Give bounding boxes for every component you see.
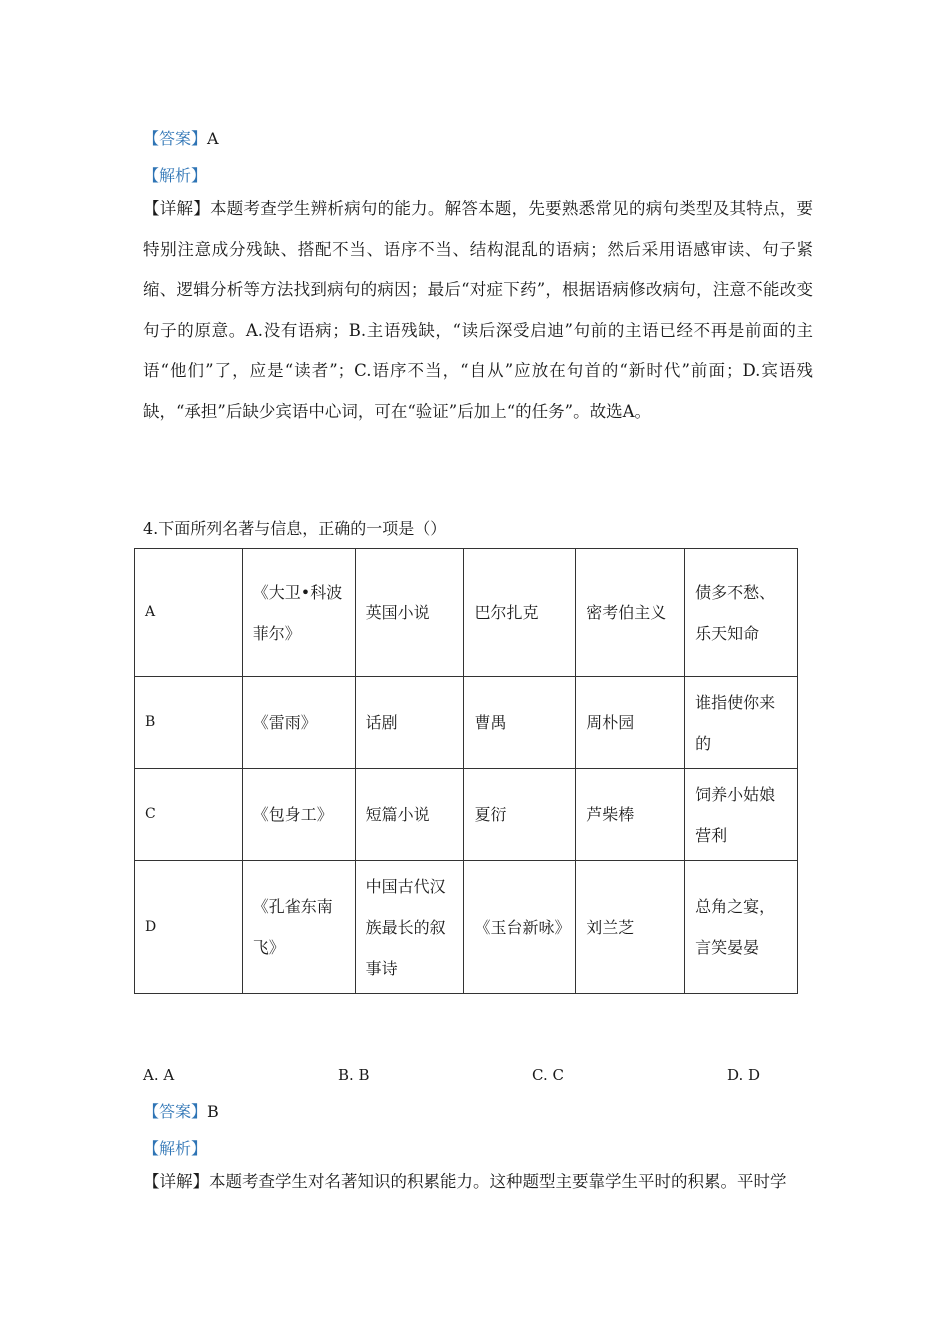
row-label: A: [135, 549, 243, 677]
answer-tag: 【答案】: [143, 1102, 208, 1121]
detail-text: 本题考查学生辨析病句的能力。解答本题，先要熟悉常见的病句类型及其特点，要特别注意成分残缺、搭配不当、语序不当、结构混乱的语病；然后采用语感审读、句子紧缩、逻辑分析等方法找到病句的病因；最后“对症下药”，根据语病修改病句，注意不能改变句子的原意。A.没有语病；B.主语残缺，“读后深受启迪”句前的主语已经不再是前面的主语“他们”了，应是“读者”；C.语序不当，“自从”应放在句首的“新时代”前面；D.宾语残缺，“承担”后缺少宾语中心词，可在“验证”后加上“的任务”。故选A。: [143, 199, 814, 421]
character: 密考伯主义: [576, 549, 685, 677]
author: 《玉台新咏》: [464, 861, 576, 994]
genre: 英国小说: [355, 549, 464, 677]
genre: 中国古代汉族最长的叙事诗: [355, 861, 464, 994]
option-a: A. A: [143, 1066, 175, 1084]
character: 周朴园: [576, 677, 685, 769]
analysis-tag: 【解析】: [143, 1139, 208, 1158]
answer-value: B: [207, 1102, 219, 1121]
genre: 话剧: [355, 677, 464, 769]
answer-line-2: [143, 1099, 219, 1122]
detail-paragraph-1: [143, 189, 813, 432]
book-title: 《大卫•科波菲尔》: [242, 549, 355, 677]
detail-tag: 【详解】: [143, 1172, 209, 1191]
works-table: [134, 548, 798, 994]
analysis-tag: 【解析】: [143, 166, 208, 185]
table-row: [135, 861, 798, 994]
quote: 谁指使你来的: [685, 677, 798, 769]
table-row: [135, 677, 798, 769]
book-title: 《雷雨》: [242, 677, 355, 769]
character: 芦柴棒: [576, 769, 685, 861]
row-label: B: [135, 677, 243, 769]
row-label: D: [135, 861, 243, 994]
detail-paragraph-2: [143, 1162, 813, 1203]
author: 巴尔扎克: [464, 549, 576, 677]
genre: 短篇小说: [355, 769, 464, 861]
option-d: D. D: [727, 1066, 761, 1084]
answer-line-1: [143, 126, 219, 149]
row-label: C: [135, 769, 243, 861]
answer-value: A: [207, 129, 219, 148]
quote: 总角之宴，言笑晏晏: [685, 861, 798, 994]
question-stem: 4.下面所列名著与信息，正确的一项是（）: [143, 519, 447, 538]
option-c: C. C: [532, 1066, 564, 1084]
book-title: 《包身工》: [242, 769, 355, 861]
detail-tag: 【详解】: [143, 199, 211, 218]
book-title: 《孔雀东南飞》: [242, 861, 355, 994]
quote: 债多不愁、乐天知命: [685, 549, 798, 677]
author: 夏衍: [464, 769, 576, 861]
answer-tag: 【答案】: [143, 129, 208, 148]
detail-text: 本题考查学生对名著知识的积累能力。这种题型主要靠学生平时的积累。平时学: [209, 1172, 787, 1191]
table-row: [135, 549, 798, 677]
author: 曹禺: [464, 677, 576, 769]
quote: 饲养小姑娘营利: [685, 769, 798, 861]
character: 刘兰芝: [576, 861, 685, 994]
table-row: [135, 769, 798, 861]
option-b: B. B: [338, 1066, 370, 1084]
